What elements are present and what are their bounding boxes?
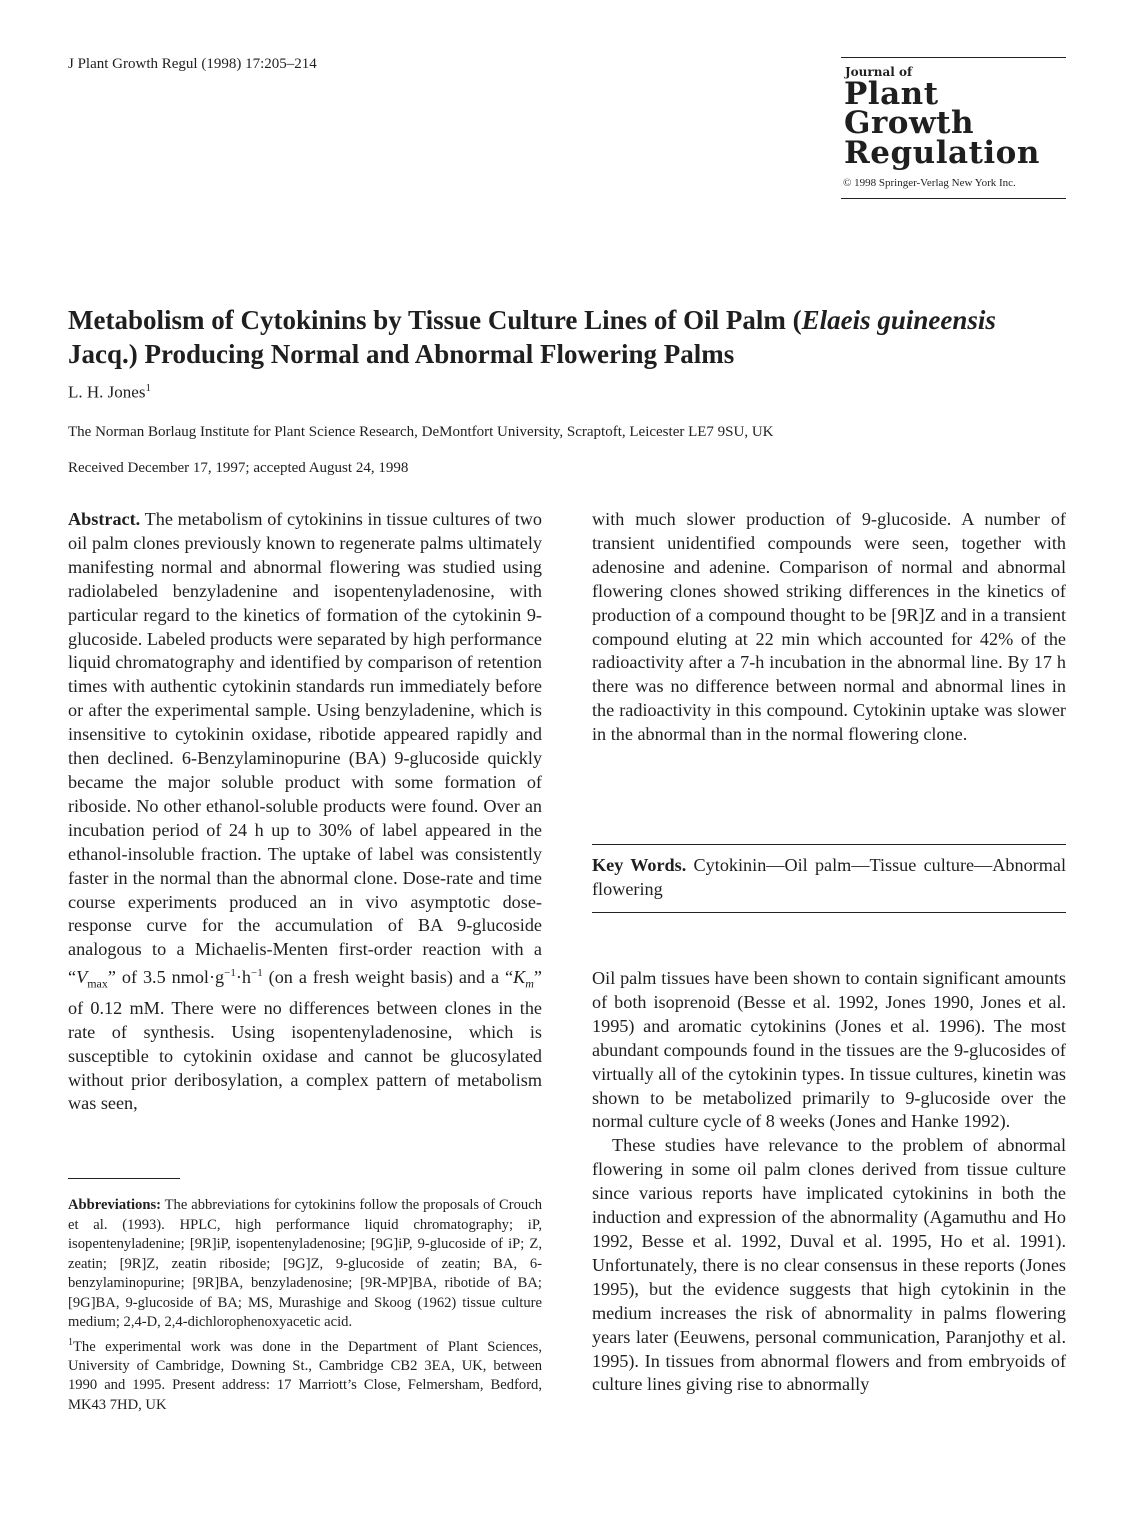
abstract-continued: with much slower production of 9-glucoside. A number of transient unidentified compounds were seen, together with adenosine and adenine. Comparison of normal and abnormal flowering clones showed striking differences in the kinetics of production of a compound thought to be [9R]Z and in a transient compound eluting at 22 min which accounted for 42% of the radioactivity after a 7-h incubation in the abnormal line. By 17 h there was no difference between normal and abnormal lines in the radioactivity in this compound. Cytokinin uptake was slower in the abnormal than in the normal flowering clone. xyxy=(592,509,1066,745)
article-title: Metabolism of Cytokinins by Tissue Culture Lines of Oil Palm (Elaeis guineensis Jacq.) Producing Normal and Abnormal Flowering Palms xyxy=(68,305,996,369)
footnote-rule xyxy=(68,1178,180,1179)
keywords-rule-bottom xyxy=(592,912,1066,913)
intro-paragraph-2: These studies have relevance to the problem of abnormal flowering in some oil palm clones derived from tissue culture since various reports have implicated cytokinins in both the induction and expression of the abnormality (Agamuthu and Ho 1992, Besse et al. 1992, Duval et al. 1995, Ho et al. 1991). Unfortunately, there is no clear consensus in these reports (Jones 1995), but the evidence suggests that high cytokinin in the medium increases the risk of abnormality in palms flowering years later (Eeuwens, personal communication, Paranjothy et al. 1995). In tissues from abnormal flowers and from embryoids of culture lines giving rise to abnormally xyxy=(592,1135,1066,1395)
author-footnote-mark: 1 xyxy=(145,382,151,394)
abstract-text: Abstract. The metabolism of cytokinins in tissue cultures of two oil palm clones previously known to regenerate palms ultimately manifesting normal and abnormal flowering was studied using radiolabeled benzyladenine and isopentenyladenosine, with particular regard to the kinetics of formation of the cytokinin 9-glucoside. Labeled products were separated by high performance liquid chromatography and identified by comparison of retention times with authentic cytokinin standards run immediately before or after the experimental sample. Using benzyladenine, which is insensitive to cytokinin oxidase, ribotide appeared rapidly and then declined. 6-Benzylaminopurine (BA) 9-glucoside quickly became the major soluble product with some formation of riboside. No other ethanol-soluble products were found. Over an incubation period of 24 h up to 30% of label appeared in the ethanol-insoluble fraction. The uptake of label was consistently faster in the normal than the abnormal clone. Dose-rate and time course experiments produced an in vivo asymptotic dose-response curve for the accumulation of BA 9-glucoside analogous to a Michaelis-Menten first-order reaction with a “$V_{max}$” of 3.5 $nmol\cdot g^{-1}\cdot h^{-1}$ (on a fresh weight basis) and a “$K_m$” of 0.12 mM. There were no differences between clones in the rate of synthesis. Using isopentenyladenosine, which is susceptible to cytokinin oxidase and cannot be glucosylated without prior deribosylation, a complex pattern of metabolism was seen, xyxy=(68,509,542,1114)
author-name: L. H. Jones$^1$ xyxy=(68,382,151,402)
received-dates: Received December 17, 1997; accepted August 24, 1998 xyxy=(68,460,409,476)
journal-citation: J Plant Growth Regul (1998) 17:205–214 xyxy=(68,56,317,72)
logo-line-plant: Plant xyxy=(844,76,939,112)
species-name: Elaeis guineensis xyxy=(801,305,996,335)
keywords: Key Words. Cytokinin—Oil palm—Tissue culture—Abnormal flowering xyxy=(592,855,1067,899)
abstract-heading: Abstract. xyxy=(68,509,141,529)
keywords-rule-top xyxy=(592,844,1066,845)
logo-line-growth: Growth xyxy=(844,105,975,141)
journal-logo xyxy=(841,57,1066,199)
author-footnote: $^1$The experimental work was done in the Department of Plant Sciences, University of Cambridge, Downing St., Cambridge CB2 3EA, UK, between 1990 and 1995. Present address: 17 Marriott’s Close, Felmersham, Bedford, MK43 7HD, UK xyxy=(68,1336,542,1413)
introduction-text xyxy=(592,967,1066,1397)
intro-paragraph-1: Oil palm tissues have been shown to contain significant amounts of both isoprenoid (Besse et al. 1992, Jones 1990, Jones et al. 1995) and aromatic cytokinins (Jones et al. 1996). The most abundant compounds found in the tissues are the 9-glucosides of virtually all of the cytokinin types. In tissue cultures, kinetin was shown to be metabolized primarily to 9-glucoside over the normal culture cycle of 8 weeks (Jones and Hanke 1992). xyxy=(592,968,1066,1132)
footnotes xyxy=(68,1196,542,1415)
keywords-heading: Key Words. xyxy=(592,855,687,875)
logo-copyright: © 1998 Springer-Verlag New York Inc. xyxy=(843,177,1016,189)
logo-line-regulation: Regulation xyxy=(844,135,1040,171)
author-affiliation: The Norman Borlaug Institute for Plant Science Research, DeMontfort University, Scraptoft, Leicester LE7 9SU, UK xyxy=(68,424,774,440)
abbreviations-footnote: Abbreviations: The abbreviations for cytokinins follow the proposals of Crouch et al. (1993). HPLC, high performance liquid chromatography; iP, isopentenyladenine; [9R]iP, isopentenyladenosine; [9G]iP, 9-glucoside of iP; Z, zeatin; [9R]Z, zeatin riboside; [9G]Z, 9-glucoside of zeatin; BA, 6-benzylaminopurine; [9R]BA, benzyladenosine; [9R-MP]BA, ribotide of BA; [9G]BA, 9-glucoside of BA; MS, Murashige and Skoog (1962) tissue culture medium; 2,4-D, 2,4-dichlorophenoxyacetic acid. xyxy=(68,1197,542,1330)
logo-journal-of: Journal of xyxy=(845,65,913,79)
